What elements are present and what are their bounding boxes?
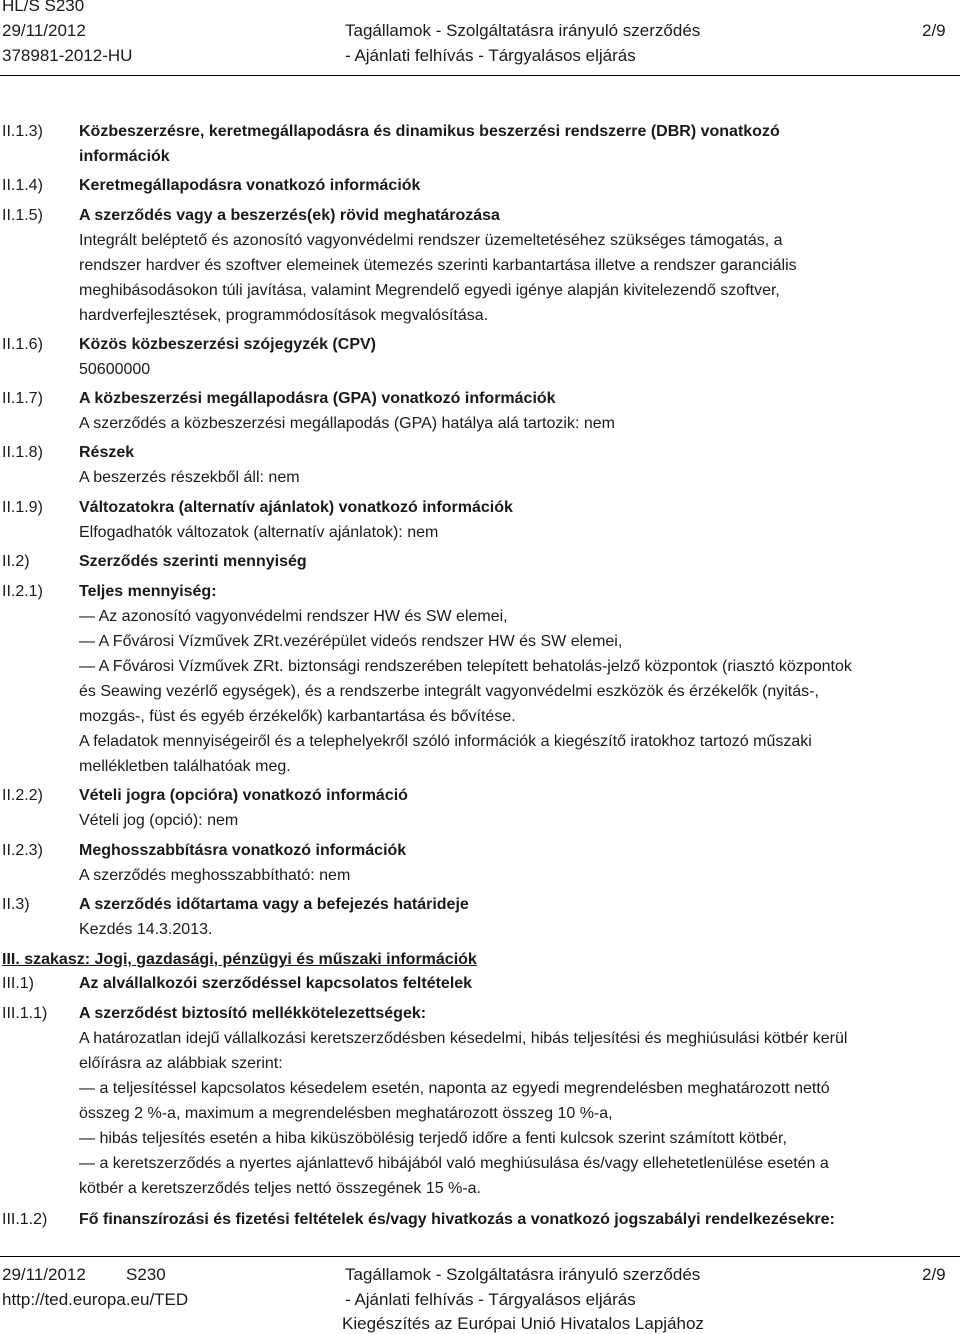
footer-page-number: 2/9 <box>922 1265 946 1284</box>
header-page-number: 2/9 <box>922 21 946 40</box>
body-text: A határozatlan idejű vállalkozási keretszerződésben késedelmi, hibás teljesítési és meghiúsulási kötbér kerül <box>79 1030 848 1047</box>
doc-code: HL/S S230 <box>2 0 85 15</box>
section-number: II.1.4) <box>2 177 43 194</box>
section-heading: Teljes mennyiség: <box>79 583 217 600</box>
body-text: A beszerzés részekből áll: nem <box>79 469 300 486</box>
body-text: Integrált beléptető és azonosító vagyonvédelmi rendszer üzemeltetéséhez szükséges támogatás, a <box>79 232 783 249</box>
footer-title-3: Kiegészítés az Európai Unió Hivatalos Lapjához <box>342 1314 704 1333</box>
body-text: — a teljesítéssel kapcsolatos késedelem esetén, naponta az egyedi megrendelésben meghatározott nettó <box>79 1080 830 1097</box>
section-heading: Vételi jogra (opcióra) vonatkozó információ <box>79 787 408 804</box>
section-number: II.1.6) <box>2 336 43 353</box>
footer-divider <box>0 1256 960 1257</box>
section-heading: Keretmegállapodásra vonatkozó információk <box>79 177 421 194</box>
body-text: — Az azonosító vagyonvédelmi rendszer HW és SW elemei, <box>79 608 508 625</box>
body-text: A feladatok mennyiségeiről és a telephelyekről szóló információk a kiegészítő iratokhoz tartozó műszaki <box>79 733 812 750</box>
body-text: Vételi jog (opció): nem <box>79 812 239 829</box>
body-text: — hibás teljesítés esetén a hiba kiküszöbölésig terjedő időre a fenti kulcsok szerint számított kötbér, <box>79 1130 787 1147</box>
section-number: III.1.2) <box>2 1211 48 1228</box>
footer-title-2: - Ajánlati felhívás - Tárgyalásos eljárás <box>345 1290 636 1309</box>
header-date: 29/11/2012 <box>2 21 86 40</box>
header-title-1: Tagállamok - Szolgáltatásra irányuló szerződés <box>345 21 701 40</box>
section-number: II.2) <box>2 553 30 570</box>
section-heading: Változatokra (alternatív ajánlatok) vonatkozó információk <box>79 499 513 516</box>
section-heading: információk <box>79 148 170 165</box>
section-heading: Meghosszabbításra vonatkozó információk <box>79 842 407 859</box>
body-text: meghibásodásokon túli javítása, valamint Megrendelő egyedi igénye alapján kivitelezendő szoftver, <box>79 282 780 299</box>
section-heading: A közbeszerzési megállapodásra (GPA) vonatkozó információk <box>79 390 556 407</box>
section-heading: Részek <box>79 444 135 461</box>
footer-url[interactable]: http://ted.europa.eu/TED <box>2 1290 189 1309</box>
header-divider <box>0 75 960 76</box>
footer-series: S230 <box>126 1265 166 1284</box>
section-heading: A szerződés vagy a beszerzés(ek) rövid meghatározása <box>79 207 500 224</box>
body-text: kötbér a keretszerződés teljes nettó összegének 15 %-a. <box>79 1180 481 1197</box>
footer-title-1: Tagállamok - Szolgáltatásra irányuló szerződés <box>345 1265 701 1284</box>
footer-date: 29/11/2012 <box>2 1265 86 1284</box>
section-heading: Fő finanszírozási és fizetési feltételek és/vagy hivatkozás a vonatkozó jogszabályi rendelkezésekre: <box>79 1211 835 1228</box>
body-text: rendszer hardver és szoftver elemeinek ütemezés szerinti karbantartása illetve a rendszer garanciális <box>79 257 797 274</box>
body-text: Kezdés 14.3.2013. <box>79 921 213 938</box>
section-number: III.1) <box>2 975 35 992</box>
body-text: 50600000 <box>79 361 151 378</box>
section-number: II.1.8) <box>2 444 43 461</box>
section-heading: Az alvállalkozói szerződéssel kapcsolatos feltételek <box>79 975 473 992</box>
body-text: A szerződés meghosszabbítható: nem <box>79 867 351 884</box>
section-heading: Közbeszerzésre, keretmegállapodásra és dinamikus beszerzési rendszerre (DBR) vonatkozó <box>79 123 780 140</box>
section-number: II.1.7) <box>2 390 43 407</box>
part-heading: III. szakasz: Jogi, gazdasági, pénzügyi és műszaki információk <box>2 951 477 968</box>
section-number: II.2.1) <box>2 583 43 600</box>
section-number: II.1.5) <box>2 207 43 224</box>
body-text: Elfogadhatók változatok (alternatív ajánlatok): nem <box>79 524 439 541</box>
section-heading: Szerződés szerinti mennyiség <box>79 553 307 570</box>
section-number: II.1.3) <box>2 123 43 140</box>
header-title-2: - Ajánlati felhívás - Tárgyalásos eljárás <box>345 46 636 65</box>
body-text: — a keretszerződés a nyertes ajánlattevő hibájából való meghiúsulása és/vagy ellehetetlenülése esetén a <box>79 1155 829 1172</box>
section-number: II.2.3) <box>2 842 43 859</box>
section-number: II.1.9) <box>2 499 43 516</box>
body-text: mellékletben találhatóak meg. <box>79 758 291 775</box>
header-ref: 378981-2012-HU <box>2 46 133 65</box>
body-text: összeg 2 %-a, maximum a megrendelésben meghatározott összeg 10 %-a, <box>79 1105 613 1122</box>
body-text: hardverfejlesztések, programmódosítások megvalósítása. <box>79 307 489 324</box>
body-text: és Seawing vezérlő egységek), és a rendszerbe integrált vagyonvédelmi eszközök és érzékelők (nyitás-, <box>79 683 819 700</box>
section-number: II.2.2) <box>2 787 43 804</box>
body-text: előírásra az alábbiak szerint: <box>79 1055 283 1072</box>
section-number: II.3) <box>2 896 30 913</box>
section-heading: A szerződést biztosító mellékkötelezettségek: <box>79 1005 427 1022</box>
body-text: mozgás-, füst és egyéb érzékelők) karbantartása és bővítése. <box>79 708 516 725</box>
body-text: — A Fővárosi Vízművek ZRt.vezérépület videós rendszer HW és SW elemei, <box>79 633 623 650</box>
section-heading: A szerződés időtartama vagy a befejezés határideje <box>79 896 469 913</box>
body-text: — A Fővárosi Vízművek ZRt. biztonsági rendszerében telepített behatolás-jelző központok (riasztó központok <box>79 658 852 675</box>
section-heading: Közös közbeszerzési szójegyzék (CPV) <box>79 336 376 353</box>
section-number: III.1.1) <box>2 1005 48 1022</box>
body-text: A szerződés a közbeszerzési megállapodás (GPA) hatálya alá tartozik: nem <box>79 415 615 432</box>
